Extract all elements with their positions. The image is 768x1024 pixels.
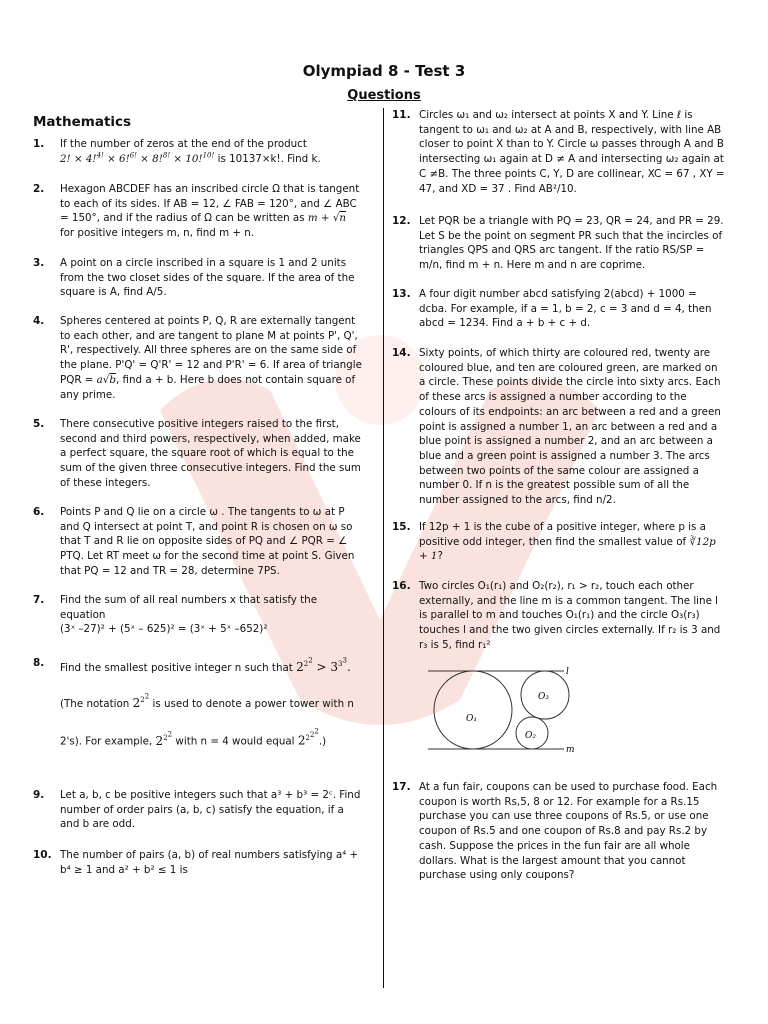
- label-o3: O₃: [538, 692, 549, 702]
- question-1-tail: is 10137×k!. Find k.: [217, 152, 321, 165]
- question-7: 7. Find the sum of all real numbers x that satisfy the equation (3ˣ –27)² + (5ˣ – 625)² = (3ˣ + 5ˣ –652)²: [33, 594, 318, 636]
- page-subtitle: Questions: [347, 88, 421, 103]
- question-16: 16. Two circles O₁(r₁) and O₂(r₂), r₁ > r₂, touch each other externally, and the line m is a common tangent. The line l is parallel to m and touches O₁(r₁) and the circle O₃(r₃) touches l and the two given circles externally. If r₂ is 3 and r₃ is 5, find r₁²: [392, 580, 721, 651]
- question-12: 12. Let PQR be a triangle with PQ = 23, QR = 24, and PR = 29. Let S be the point on segment PR such that the incircles of triangles QPS and QRS arc tangent. If the ratio RS/SP = m/n, find m + n. Here m and n are coprime.: [392, 215, 724, 272]
- question-15: 15. If 12p + 1 is the cube of a positive integer, where p is a positive odd integer, then find the smallest value of ∛12p + 1?: [392, 521, 716, 563]
- radius-expression: m + √n: [307, 212, 347, 225]
- circle-o1: [434, 671, 512, 749]
- question-1: 1. If the number of zeros at the end of the product 2! × 4!$^{4!}$ × 6!$^{6!}$ × 8!$^{8!}$ × 10!$^{10!}$ is 10137×k!. Find k.: [33, 138, 321, 165]
- power-tower-value: $2^{2^{2^2}}$: [297, 727, 319, 749]
- question-6: 6. Points P and Q lie on a circle ω . The tangents to ω at P and Q intersect at point T, and point R is chosen on ω so that T and R lie on opposite sides of PQ and ∠ PQR = ∠ PTQ. Let RT meet ω for the second time at point S. Given that PQ = 12 and TR = 28, determine 7PS.: [33, 506, 355, 577]
- page-title: Olympiad 8 - Test 3: [302, 62, 466, 80]
- question-9: 9. Let a, b, c be positive integers such that a³ + b³ = 2ᶜ. Find number of order pairs (a, b, c) satisfy the equation, if a and b are odd.: [33, 789, 361, 831]
- question-2: 2. Hexagon ABCDEF has an inscribed circle Ω that is tangent to each of its sides. If AB = 12, ∠ FAB = 120°, and ∠ ABC = 150°, and if the radius of Ω can be written as m + √n for positive integers m, n, find m + n.: [33, 183, 360, 240]
- tangent-circles-figure: [424, 665, 594, 757]
- power-tower-example: $2^{2^2}$: [155, 730, 173, 749]
- area-expression: a√b: [96, 373, 116, 386]
- question-8: 8. Find the smallest positive integer n such that $2^{2^2} > 3^{3^3}$. (The notation $2^{2^2}$ is used to denote a power tower with n 2's). For example, $2^{2^2}$ with n = 4 would equal $2^{2^{2^2}}$.): [33, 656, 354, 749]
- equation: (3ˣ –27)² + (5ˣ – 625)² = (3ˣ + 5ˣ –652)²: [60, 623, 268, 636]
- product-expression: 2! × 4!$^{4!}$ × 6!$^{6!}$ × 8!$^{8!}$ × 10!$^{10!}$: [60, 151, 215, 165]
- column-divider: [383, 108, 384, 988]
- section-heading: Mathematics: [33, 114, 132, 130]
- question-17: 17. At a fun fair, coupons can be used to purchase food. Each coupon is worth Rs,5, 8 or 12. For example for a Rs.15 purchase you can use three coupons of Rs.5, or use one coupon of Rs.5 and one coupon of Rs.8 and pay Rs.2 by cash. Suppose the prices in the fun fair are all whole dollars. What is the largest amount that you cannot purchase using only coupons?: [392, 781, 718, 882]
- question-3: 3. A point on a circle inscribed in a square is 1 and 2 units from the two closet sides of the square. If the area of the square is A, find A/5.: [33, 257, 355, 299]
- label-l: l: [566, 667, 569, 677]
- question-1-text: If the number of zeros at the end of the product: [60, 138, 307, 150]
- power-tower-inequality: $2^{2^2} > 3^{3^3}$.: [296, 656, 351, 674]
- question-5: 5. There consecutive positive integers raised to the first, second and third powers, respectively, when added, make a perfect square, the square root of which is equal to the sum of the given three consecutive integers. Find the sum of these integers.: [33, 418, 361, 489]
- question-11: 11. Circles ω₁ and ω₂ intersect at points X and Y. Line ℓ is tangent to ω₁ and ω₂ at A and B, respectively, with line AB closer to point X than to Y. Circle ω passes through A and B intersecting ω₁ again at D ≠ A and intersecting ω₂ again at C ≠B. The three points C, Y, D are collinear, XC = 67 , XY = 47, and XD = 37 . Find AB²/10.: [392, 109, 725, 195]
- power-tower-notation: $2^{2^2}$: [132, 692, 150, 710]
- question-14: 14. Sixty points, of which thirty are coloured red, twenty are coloured blue, and ten are coloured green, are marked on a circle. These points divide the circle into sixty arcs. Each of these arcs is assigned a number according to the colours of its endpoints: an arc between a red and a green point is assigned a number 1, an arc between a red and a blue point is assigned a number 2, and an arc between a blue and a green point is assigned a number 3. The arcs between two points of the same colour are assigned a number 0. If n is the greatest possible sum of all the number assigned to the arcs, find n/2.: [392, 347, 721, 507]
- question-4: 4. Spheres centered at points P, Q, R are externally tangent to each other, and are tangent to plane M at points P', Q', R', respectively. All three spheres are on the same side of the plane. P'Q' = Q'R' = 12 and P'R' = 6. If area of triangle PQR = a√b, find a + b. Here b does not contain square of any prime.: [33, 315, 362, 401]
- question-10: 10. The number of pairs (a, b) of real numbers satisfying a⁴ + b⁴ ≥ 1 and a² + b² ≤ 1 is: [33, 849, 359, 876]
- question-13: 13. A four digit number abcd satisfying 2(abcd) + 1000 = dcba. For example, if a = 1, b = 2, c = 3 and d = 4, then abcd = 1234. Find a + b + c + d.: [392, 288, 712, 330]
- label-m: m: [566, 745, 575, 755]
- label-o2: O₂: [525, 731, 536, 741]
- cube-root-expression: ∛12p + 1: [419, 535, 716, 563]
- label-o1: O₁: [466, 714, 477, 724]
